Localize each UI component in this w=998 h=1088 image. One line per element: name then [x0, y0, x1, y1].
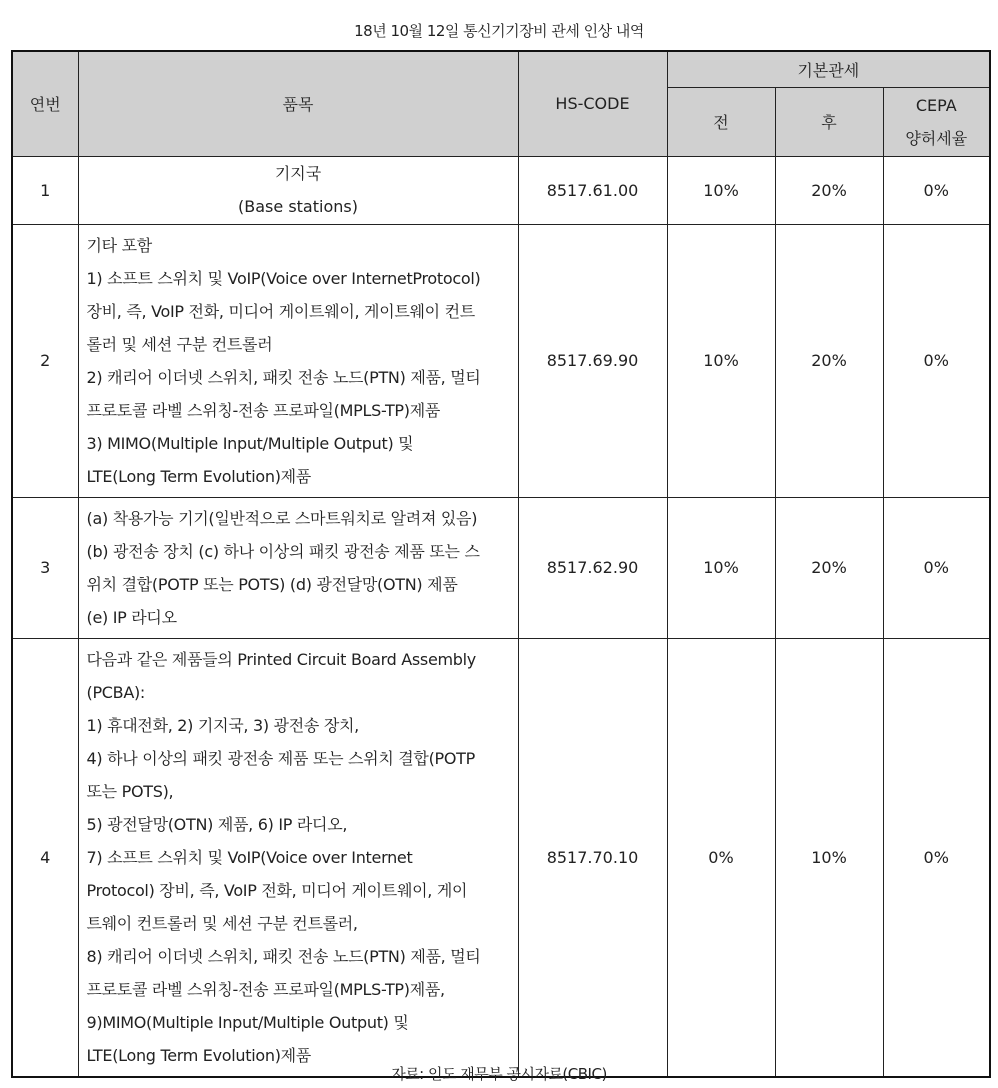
description-line: 또는 POTS),	[86, 781, 174, 801]
item-description	[78, 638, 518, 1077]
hs-code: 8517.61.00	[518, 156, 667, 224]
header-hs-code: HS-CODE	[518, 51, 667, 156]
item-description	[78, 156, 518, 224]
tariff-table	[11, 50, 991, 1078]
tariff-before: 10%	[667, 156, 775, 224]
hs-code: 8517.69.90	[518, 224, 667, 497]
source-caption: 자료: 인도 재무부 공시자료(CBIC)	[391, 1065, 607, 1083]
hs-code: 8517.62.90	[518, 497, 667, 638]
description-line: 위치 결합(POTP 또는 POTS) (d) 광전달망(OTN) 제품	[86, 574, 458, 594]
cepa-rate: 0%	[883, 638, 990, 1077]
description-line: (e) IP 라디오	[86, 607, 177, 627]
tariff-before: 10%	[667, 224, 775, 497]
description-line: LTE(Long Term Evolution)제품	[86, 466, 311, 486]
description-line: 장비, 즉, VoIP 전화, 미디어 게이트웨이, 게이트웨이 컨트	[86, 301, 475, 321]
header-cepa	[883, 87, 990, 156]
table-row	[12, 156, 990, 224]
description-line: 4) 하나 이상의 패킷 광전송 제품 또는 스위치 결합(POTP	[86, 748, 475, 768]
description-line: 프로토콜 라벨 스위칭-전송 프로파일(MPLS-TP)제품	[86, 400, 441, 420]
description-line: (PCBA):	[86, 682, 146, 702]
description-line: 기지국	[274, 164, 322, 183]
table-row	[12, 497, 990, 638]
description-line: 2) 캐리어 이더넷 스위치, 패킷 전송 노드(PTN) 제품, 멀티	[86, 367, 481, 387]
item-description	[78, 224, 518, 497]
description-line: 5) 광전달망(OTN) 제품, 6) IP 라디오,	[86, 814, 348, 834]
tariff-after: 20%	[775, 156, 883, 224]
table-row	[12, 638, 990, 1077]
header-cepa-line1: CEPA	[915, 95, 957, 115]
row-number: 1	[12, 156, 78, 224]
description-line: 롤러 및 세션 구분 컨트롤러	[86, 334, 273, 354]
header-item: 품목	[78, 51, 518, 156]
description-line: 1) 소프트 스위치 및 VoIP(Voice over InternetProtocol)	[86, 268, 481, 288]
cepa-rate: 0%	[883, 224, 990, 497]
table-row	[12, 224, 990, 497]
description-line: 프로토콜 라벨 스위칭-전송 프로파일(MPLS-TP)제품,	[86, 979, 445, 999]
description-line: 1) 휴대전화, 2) 기지국, 3) 광전송 장치,	[86, 715, 359, 735]
description-line: 다음과 같은 제품들의 Printed Circuit Board Assembly	[86, 649, 476, 669]
description-line: Protocol) 장비, 즉, VoIP 전화, 미디어 게이트웨이, 게이	[86, 880, 468, 900]
description-line: 7) 소프트 스위치 및 VoIP(Voice over Internet	[86, 847, 413, 867]
hs-code: 8517.70.10	[518, 638, 667, 1077]
description-line: (Base stations)	[238, 197, 358, 216]
description-line: (a) 착용가능 기기(일반적으로 스마트워치로 알려져 있음)	[86, 508, 478, 528]
tariff-after: 20%	[775, 224, 883, 497]
item-description	[78, 497, 518, 638]
tariff-after: 20%	[775, 497, 883, 638]
header-basic-tariff: 기본관세	[667, 51, 990, 87]
tariff-before: 0%	[667, 638, 775, 1077]
description-line: 기타 포함	[86, 235, 152, 255]
header-no: 연번	[12, 51, 78, 156]
header-cepa-line2: 양허세율	[905, 128, 968, 148]
table-title: 18년 10월 12일 통신기기장비 관세 인상 내역	[354, 22, 644, 40]
description-line: LTE(Long Term Evolution)제품	[86, 1045, 311, 1065]
description-line: 트웨이 컨트롤러 및 세션 구분 컨트롤러,	[86, 913, 358, 933]
row-number: 2	[12, 224, 78, 497]
tariff-before: 10%	[667, 497, 775, 638]
description-line: 8) 캐리어 이더넷 스위치, 패킷 전송 노드(PTN) 제품, 멀티	[86, 946, 481, 966]
tariff-after: 10%	[775, 638, 883, 1077]
header-after: 후	[775, 87, 883, 156]
row-number: 3	[12, 497, 78, 638]
cepa-rate: 0%	[883, 156, 990, 224]
description-line: (b) 광전송 장치 (c) 하나 이상의 패킷 광전송 제품 또는 스	[86, 541, 480, 561]
row-number: 4	[12, 638, 78, 1077]
description-line: 9)MIMO(Multiple Input/Multiple Output) 및	[86, 1012, 409, 1032]
cepa-rate: 0%	[883, 497, 990, 638]
description-line: 3) MIMO(Multiple Input/Multiple Output) 및	[86, 433, 414, 453]
header-before: 전	[667, 87, 775, 156]
